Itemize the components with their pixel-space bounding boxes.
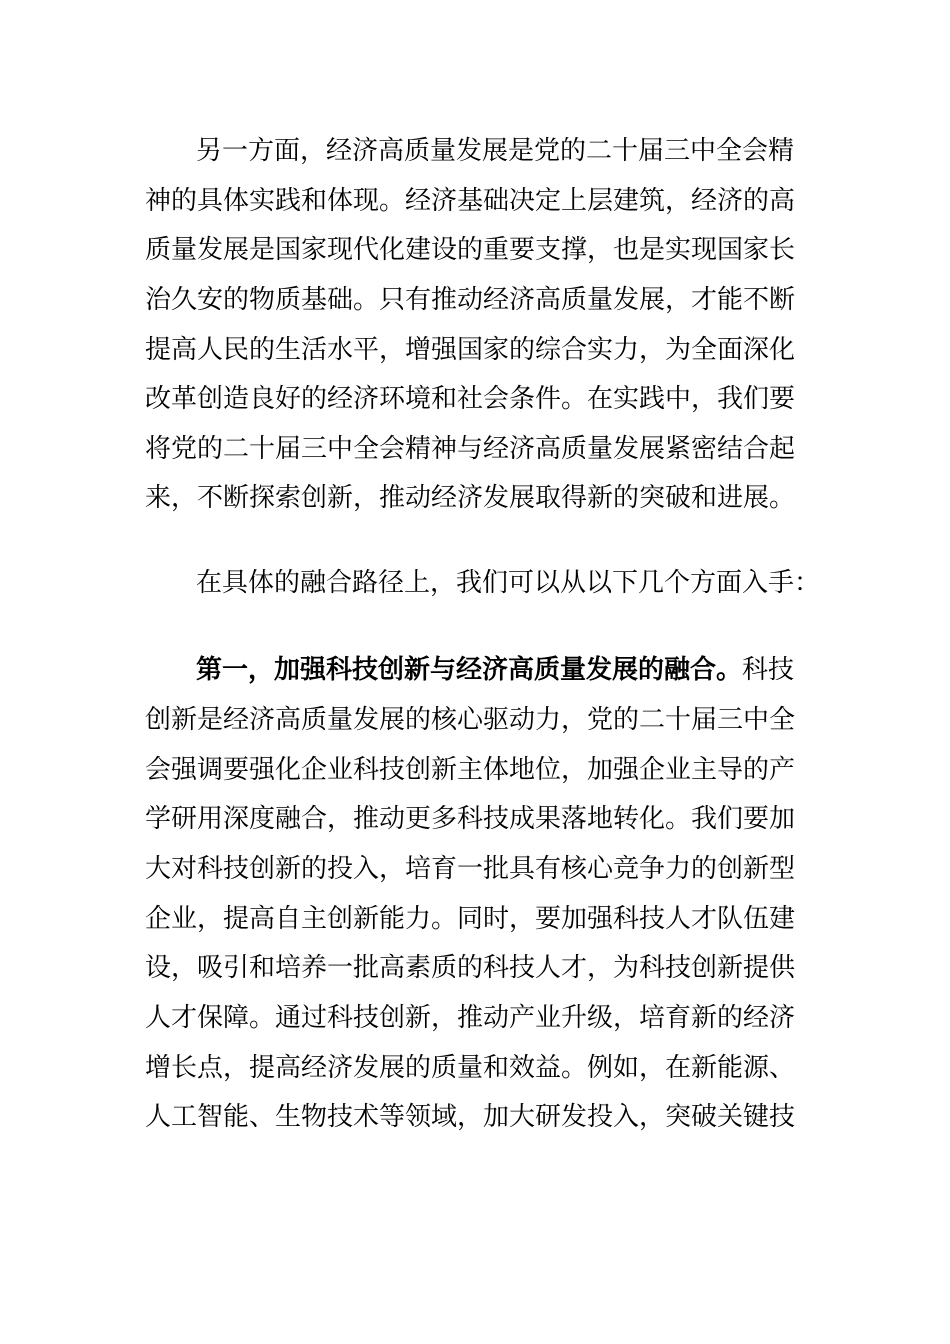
paragraph-3-line-5: 大对科技创新的投入，培育一批具有核心竞争力的创新型 xyxy=(145,854,796,884)
paragraph-3-line-9: 增长点，提高经济发展的质量和效益。例如，在新能源、 xyxy=(145,1053,796,1083)
paragraph-1-line-8: 来，不断探索创新，推动经济发展取得新的突破和进展。 xyxy=(145,483,796,513)
paragraph-3-line-2: 创新是经济高质量发展的核心驱动力，党的二十届三中全 xyxy=(145,705,796,735)
paragraph-3-line-1 xyxy=(196,652,876,688)
paragraph-3-heading: 第一，加强科技创新与经济高质量发展的融合。 xyxy=(196,655,743,685)
paragraph-1-line-4: 治久安的物质基础。只有推动经济高质量发展，才能不断 xyxy=(145,285,796,315)
paragraph-1-line-1: 另一方面，经济高质量发展是党的二十届三中全会精 xyxy=(196,136,795,166)
paragraph-3-line-3: 会强调要强化企业科技创新主体地位，加强企业主导的产 xyxy=(145,755,796,785)
paragraph-1-line-5: 提高人民的生活水平，增强国家的综合实力，为全面深化 xyxy=(145,335,796,365)
paragraph-3-line-4: 学研用深度融合，推动更多科技成果落地转化。我们要加 xyxy=(145,804,796,834)
paragraph-3-line-10: 人工智能、生物技术等领域，加大研发投入，突破关键技 xyxy=(145,1102,796,1132)
paragraph-3-heading-continuation: 科技 xyxy=(742,655,795,685)
paragraph-2-line-1: 在具体的融合路径上，我们可以从以下几个方面入手： xyxy=(196,568,821,598)
paragraph-3-line-6: 企业，提高自主创新能力。同时，要加强科技人才队伍建 xyxy=(145,904,796,934)
paragraph-1-line-7: 将党的二十届三中全会精神与经济高质量发展紧密结合起 xyxy=(145,434,796,464)
paragraph-3-line-7: 设，吸引和培养一批高素质的科技人才，为科技创新提供 xyxy=(145,953,796,983)
paragraph-3-line-8: 人才保障。通过科技创新，推动产业升级，培育新的经济 xyxy=(145,1003,796,1033)
paragraph-1-line-2: 神的具体实践和体现。经济基础决定上层建筑，经济的高 xyxy=(145,186,796,216)
paragraph-1-line-6: 改革创造良好的经济环境和社会条件。在实践中，我们要 xyxy=(145,384,796,414)
paragraph-1-line-3: 质量发展是国家现代化建设的重要支撑，也是实现国家长 xyxy=(145,235,796,265)
